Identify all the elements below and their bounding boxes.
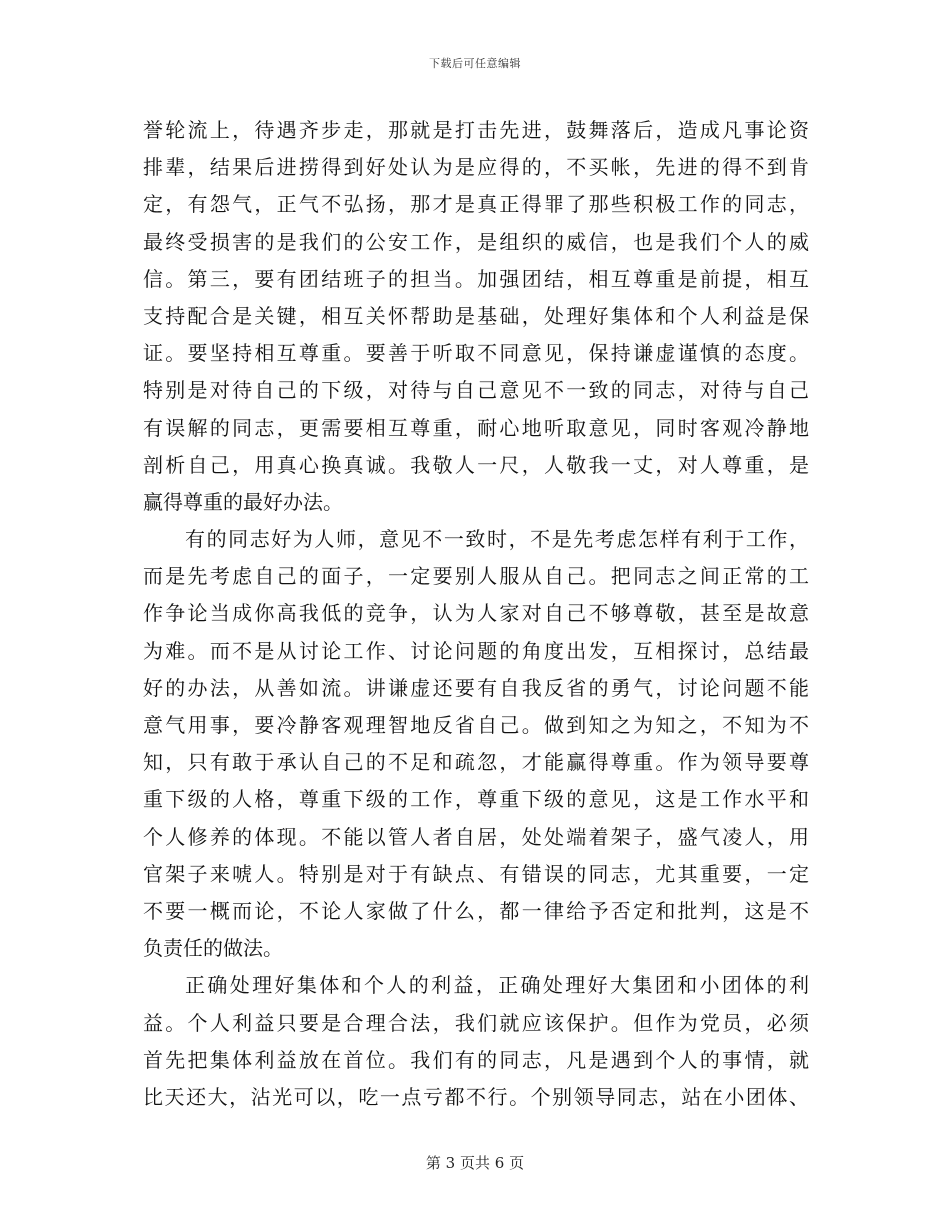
body-text	[143, 112, 809, 1116]
text-line: 最终受损害的是我们的公安工作，是组织的威信，也是我们个人的威	[143, 229, 809, 254]
text-line: 有误解的同志，更需要相互尊重，耐心地听取意见，同时客观冷静地	[143, 415, 809, 440]
text-line: 而是先考虑自己的面子，一定要别人服从自己。把同志之间正常的工	[143, 564, 809, 589]
text-line: 知，只有敢于承认自己的不足和疏忽，才能赢得尊重。作为领导要尊	[143, 750, 809, 775]
text-line: 有的同志好为人师，意见不一致时，不是先考虑怎样有利于工作，	[185, 527, 809, 552]
text-line: 剖析自己，用真心换真诚。我敬人一尺，人敬我一丈，对人尊重，是	[143, 452, 809, 477]
text-line: 个人修养的体现。不能以管人者自居，处处端着架子，盛气凌人，用	[143, 824, 809, 849]
text-line: 益。个人利益只要是合理合法，我们就应该保护。但作为党员，必须	[143, 1010, 809, 1035]
text-line: 重下级的人格，尊重下级的工作，尊重下级的意见，这是工作水平和	[143, 787, 809, 812]
text-line: 排辈，结果后进捞得到好处认为是应得的，不买帐，先进的得不到肯	[143, 155, 809, 180]
text-line: 官架子来唬人。特别是对于有缺点、有错误的同志，尤其重要，一定	[143, 861, 809, 886]
text-line: 作争论当成你高我低的竞争，认为人家对自己不够尊敬，甚至是故意	[143, 601, 809, 626]
text-line: 比天还大，沾光可以，吃一点亏都不行。个别领导同志，站在小团体、	[143, 1084, 809, 1109]
text-line: 特别是对待自己的下级，对待与自己意见不一致的同志，对待与自己	[143, 378, 809, 403]
text-line: 信。第三，要有团结班子的担当。加强团结，相互尊重是前提，相互	[143, 266, 809, 291]
text-line: 好的办法，从善如流。讲谦虚还要有自我反省的勇气，讨论问题不能	[143, 675, 809, 700]
text-line: 首先把集体利益放在首位。我们有的同志，凡是遇到个人的事情，就	[143, 1047, 809, 1072]
text-line: 支持配合是关键，相互关怀帮助是基础，处理好集体和个人利益是保	[143, 303, 809, 328]
text-line: 誉轮流上，待遇齐步走，那就是打击先进，鼓舞落后，造成凡事论资	[143, 118, 809, 142]
page-footer: 第 3 页共 6 页	[425, 1154, 525, 1172]
text-line: 赢得尊重的最好办法。	[143, 489, 343, 514]
text-line: 正确处理好集体和个人的利益，正确处理好大集团和小团体的利	[185, 973, 809, 998]
text-line: 为难。而不是从讨论工作、讨论问题的角度出发，互相探讨，总结最	[143, 638, 809, 663]
text-line: 负责任的做法。	[143, 936, 283, 961]
text-line: 不要一概而论，不论人家做了什么，都一律给予否定和批判，这是不	[143, 898, 809, 923]
text-line: 意气用事，要冷静客观理智地反省自己。做到知之为知之，不知为不	[143, 713, 809, 737]
text-line: 证。要坚持相互尊重。要善于听取不同意见，保持谦虚谨慎的态度。	[143, 341, 809, 366]
text-line: 定，有怨气，正气不弘扬，那才是真正得罪了那些积极工作的同志，	[143, 192, 809, 217]
page-header: 下载后可任意编辑	[429, 57, 521, 70]
